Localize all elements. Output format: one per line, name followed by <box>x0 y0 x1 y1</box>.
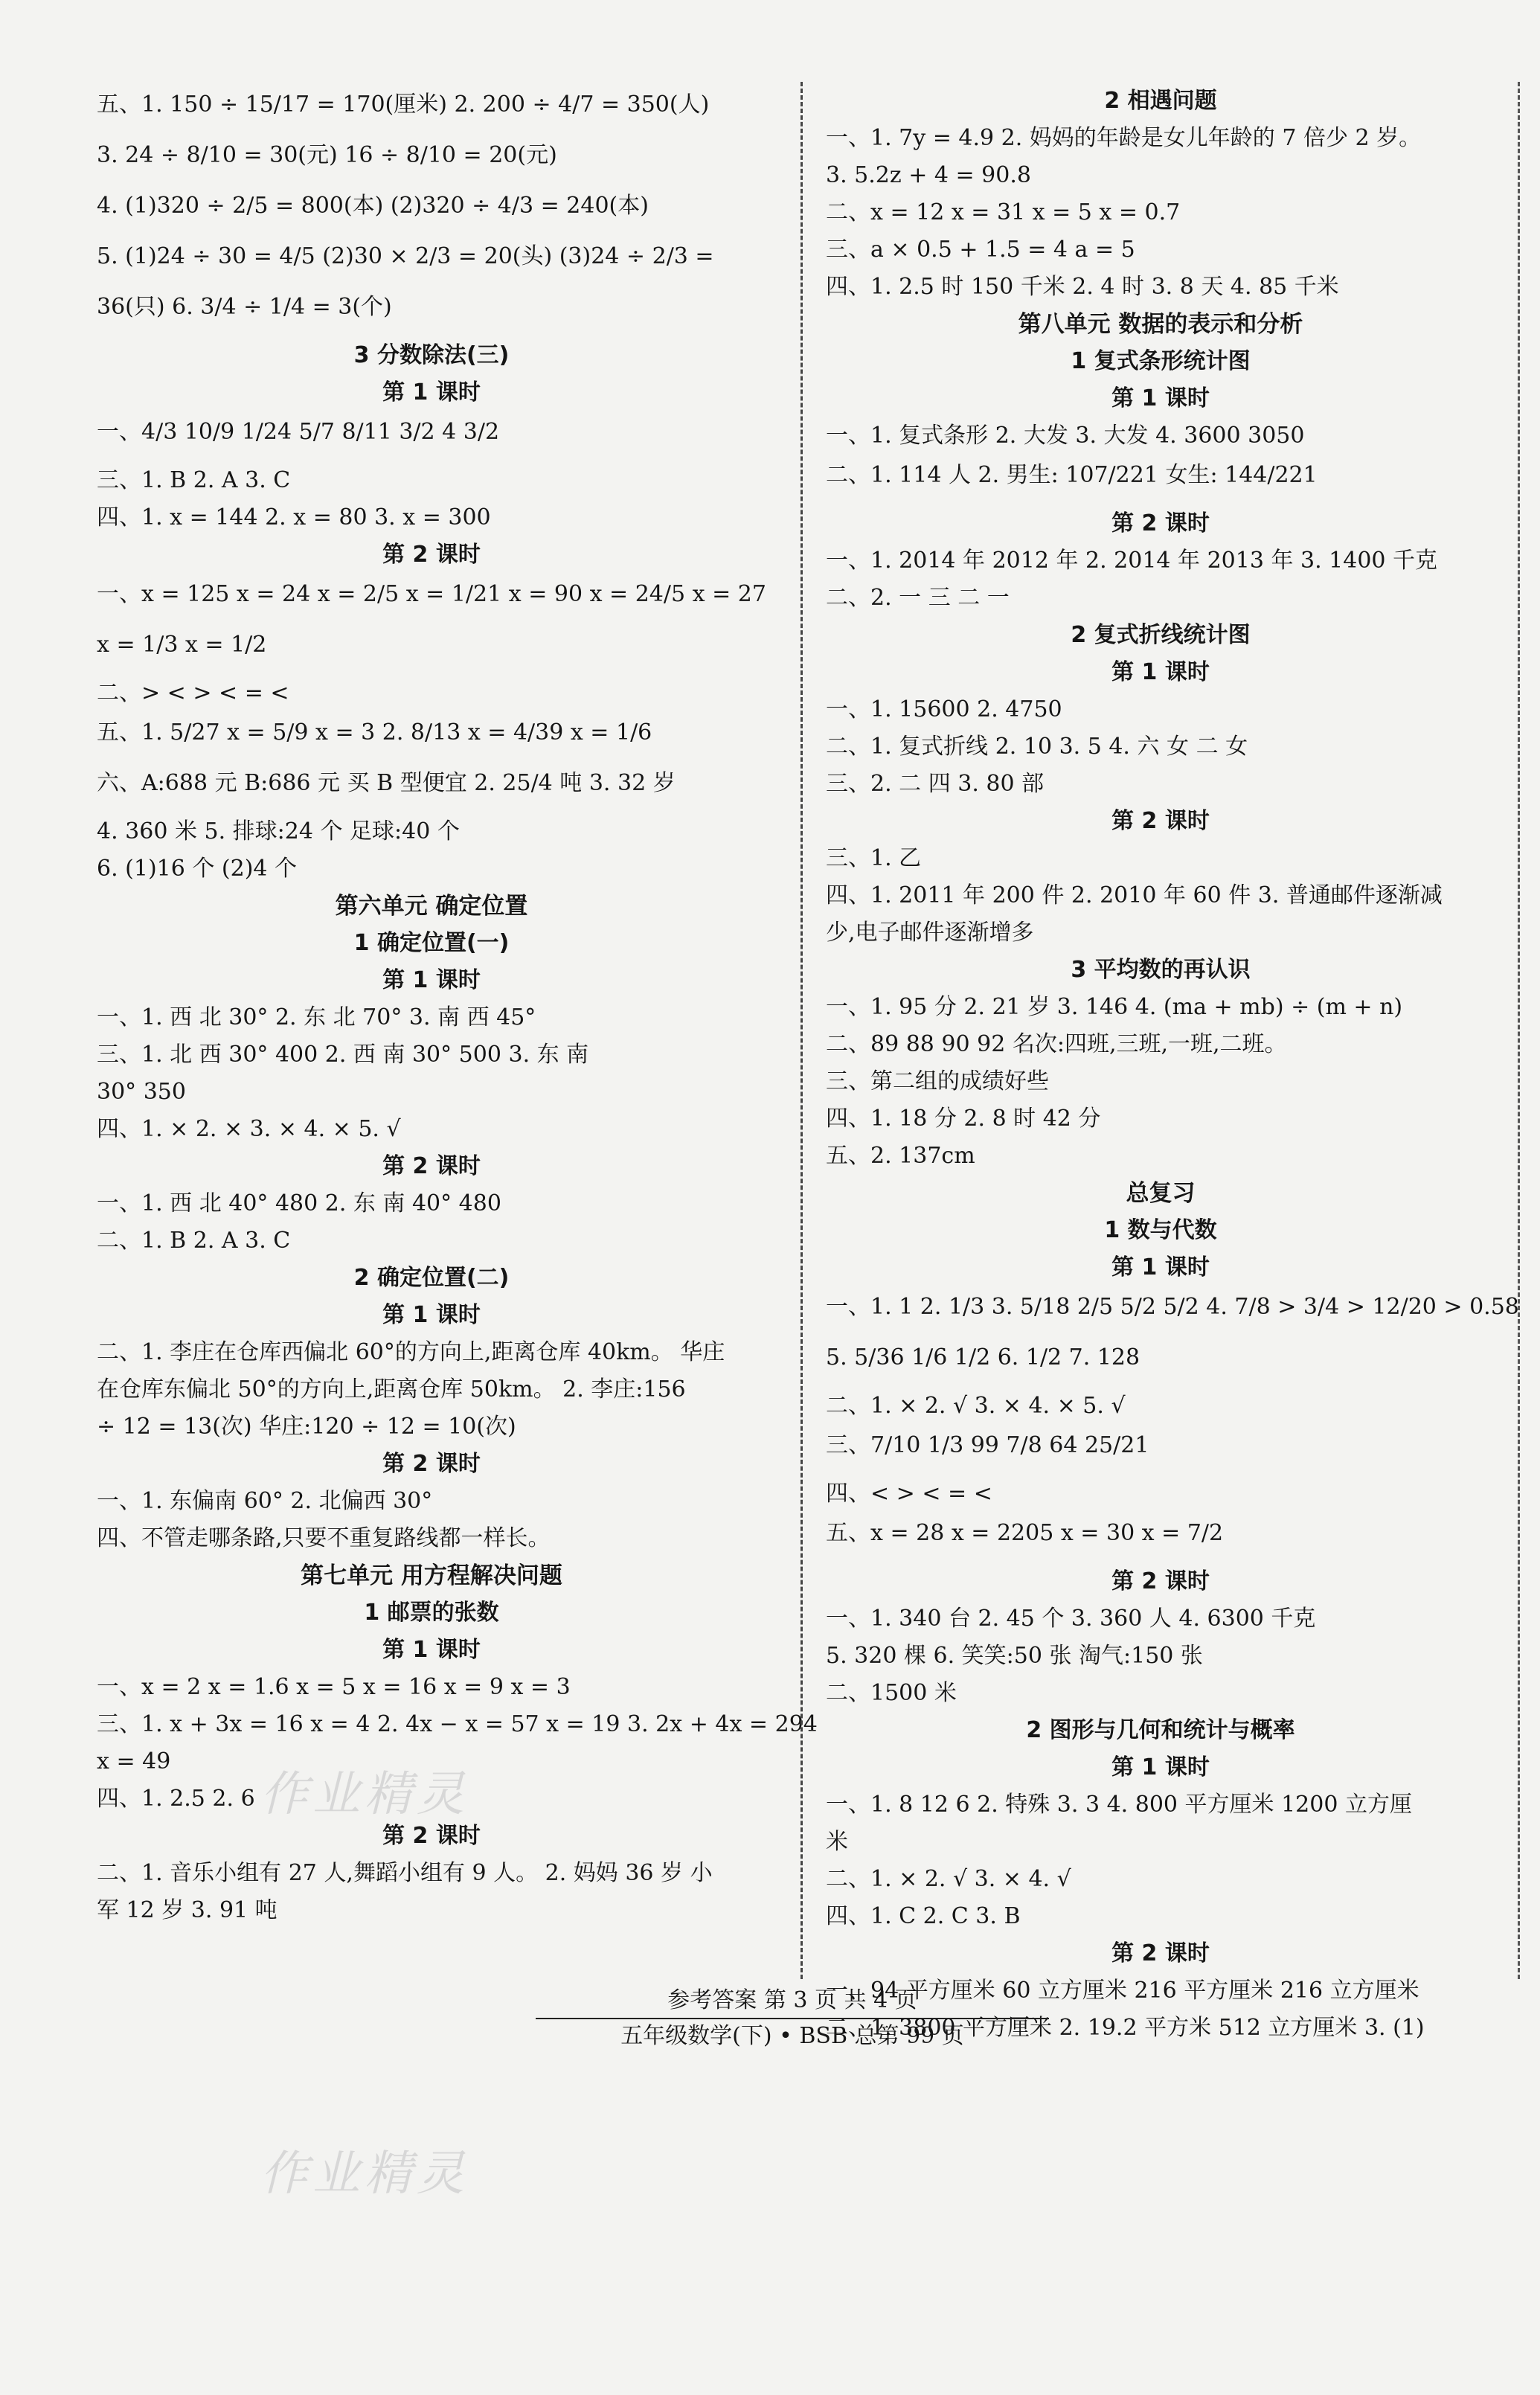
section-heading: 第 1 课时 <box>382 1637 481 1663</box>
section-heading: 第 1 课时 <box>1111 1754 1210 1780</box>
answer-line: 二、1. 114 人 2. 男生: 107/221 女生: 144/221 <box>826 462 1318 488</box>
answer-line: 5. (1)24 ÷ 30 = 4/5 (2)30 × 2/3 = 20(头) (3)24 ÷ 2/3 = <box>97 243 714 269</box>
answer-line: 一、4/3 10/9 1/24 5/7 8/11 3/2 4 3/2 <box>97 419 500 445</box>
answer-line: 一、94 平方厘米 60 立方厘米 216 平方厘米 216 立方厘米 <box>826 1978 1419 2004</box>
answer-line: 五、1. 150 ÷ 15/17 = 170(厘米) 2. 200 ÷ 4/7 = 350(人) <box>97 92 710 118</box>
section-heading: 1 复式条形统计图 <box>1071 348 1251 374</box>
answer-line: 在仓库东偏北 50°的方向上,距离仓库 50km。 2. 李庄:156 <box>97 1376 686 1402</box>
footer-page-info: 参考答案 第 3 页 共 4 页 <box>536 1985 1049 2019</box>
section-heading: 第 1 课时 <box>382 967 481 993</box>
answer-line: 一、1. 西 北 40° 480 2. 东 南 40° 480 <box>97 1190 501 1216</box>
section-heading: 第 1 课时 <box>1111 659 1210 685</box>
answer-line: 一、x = 125 x = 24 x = 2/5 x = 1/21 x = 90 x = 24/5 x = 27 <box>97 581 766 607</box>
answer-line: 一、1. 西 北 30° 2. 东 北 70° 3. 南 西 45° <box>97 1004 536 1030</box>
answer-line: 四、< > < = < <box>826 1481 992 1507</box>
answer-line: 一、1. 2014 年 2012 年 2. 2014 年 2013 年 3. 1400 千克 <box>826 548 1438 574</box>
answer-line: 四、1. 2011 年 200 件 2. 2010 年 60 件 3. 普通邮件逐渐减 <box>826 882 1443 908</box>
answer-line: 一、1. 复式条形 2. 大发 3. 大发 4. 3600 3050 <box>826 423 1305 449</box>
unit-heading: 第六单元 确定位置 <box>335 893 528 920</box>
section-heading: 第 2 课时 <box>382 542 481 568</box>
answer-line: 四、1. 18 分 2. 8 时 42 分 <box>826 1106 1101 1132</box>
answer-line: 少,电子邮件逐渐增多 <box>826 920 1034 946</box>
answer-line: 3. 24 ÷ 8/10 = 30(元) 16 ÷ 8/10 = 20(元) <box>97 142 557 168</box>
answer-line: 四、1. 2.5 时 150 千米 2. 4 时 3. 8 天 4. 85 千米 <box>826 274 1339 300</box>
answer-line: 4. 360 米 5. 排球:24 个 足球:40 个 <box>97 818 460 844</box>
answer-line: x = 49 <box>97 1748 171 1774</box>
answer-line: 36(只) 6. 3/4 ÷ 1/4 = 3(个) <box>97 294 392 320</box>
watermark: 作业精灵 <box>260 1767 469 1822</box>
answer-line: 四、1. C 2. C 3. B <box>826 1903 1021 1929</box>
section-heading: 第 2 课时 <box>382 1451 481 1477</box>
section-heading: 1 确定位置(一) <box>353 930 510 956</box>
section-heading: 2 图形与几何和统计与概率 <box>1026 1717 1295 1743</box>
answer-line: 二、89 88 90 92 名次:四班,三班,一班,二班。 <box>826 1031 1287 1057</box>
section-heading: 1 数与代数 <box>1104 1217 1217 1243</box>
answer-line: 一、1. 8 12 6 2. 特殊 3. 3 4. 800 平方厘米 1200 立方厘 <box>826 1792 1412 1818</box>
answer-line: 军 12 岁 3. 91 吨 <box>97 1897 277 1923</box>
answer-line: 二、> < > < = < <box>97 680 289 706</box>
answer-line: 一、1. 340 台 2. 45 个 3. 360 人 4. 6300 千克 <box>826 1606 1316 1632</box>
answer-line: 二、1. × 2. √ 3. × 4. √ <box>826 1866 1071 1892</box>
answer-line: 二、1. × 2. √ 3. × 4. × 5. √ <box>826 1393 1126 1419</box>
answer-line: 三、1. 乙 <box>826 845 922 871</box>
answer-line: 一、1. 7y = 4.9 2. 妈妈的年龄是女儿年龄的 7 倍少 2 岁。 <box>826 125 1422 151</box>
answer-line: 三、1. x + 3x = 16 x = 4 2. 4x − x = 57 x = 19 3. 2x + 4x = 294 <box>97 1711 818 1737</box>
answer-line: 二、x = 12 x = 31 x = 5 x = 0.7 <box>826 199 1181 225</box>
section-heading: 第 1 课时 <box>382 379 481 405</box>
edge-divider <box>1518 82 1520 1979</box>
answer-line: 二、1. B 2. A 3. C <box>97 1228 291 1254</box>
answer-line: 5. 5/36 1/6 1/2 6. 1/2 7. 128 <box>826 1344 1140 1370</box>
answer-line: 五、x = 28 x = 2205 x = 30 x = 7/2 <box>826 1520 1224 1546</box>
unit-heading: 总复习 <box>1126 1180 1196 1207</box>
section-heading: 第 1 课时 <box>382 1302 481 1328</box>
section-heading: 2 确定位置(二) <box>353 1265 510 1291</box>
answer-line: 二、2. 一 三 二 一 <box>826 585 1010 611</box>
answer-line: 三、1. 北 西 30° 400 2. 西 南 30° 500 3. 东 南 <box>97 1042 589 1068</box>
section-heading: 第 1 课时 <box>1111 1254 1210 1280</box>
answer-line: 四、1. x = 144 2. x = 80 3. x = 300 <box>97 504 491 530</box>
column-divider <box>801 82 803 1979</box>
section-heading: 3 平均数的再认识 <box>1071 957 1251 983</box>
answer-line: 四、1. × 2. × 3. × 4. × 5. √ <box>97 1116 401 1142</box>
answer-line: 五、1. 5/27 x = 5/9 x = 3 2. 8/13 x = 4/39 x = 1/6 <box>97 719 652 746</box>
answer-line: 三、1. B 2. A 3. C <box>97 467 291 493</box>
answer-line: 一、1. 15600 2. 4750 <box>826 696 1062 722</box>
section-heading: 3 分数除法(三) <box>353 342 510 368</box>
answer-line: 30° 350 <box>97 1079 186 1105</box>
answer-line: 4. (1)320 ÷ 2/5 = 800(本) (2)320 ÷ 4/3 = 240(本) <box>97 193 649 219</box>
section-heading: 第 2 课时 <box>382 1823 481 1849</box>
answer-line: 二、1. 音乐小组有 27 人,舞蹈小组有 9 人。 2. 妈妈 36 岁 小 <box>97 1860 713 1886</box>
answer-line: 6. (1)16 个 (2)4 个 <box>97 856 298 882</box>
answer-line: 二、1. 李庄在仓库西偏北 60°的方向上,距离仓库 40km。 华庄 <box>97 1339 725 1365</box>
right-column <box>826 82 1519 2049</box>
footer-book-info: 五年级数学(下) • BSB 总第 99 页 <box>620 2023 964 2049</box>
section-heading: 第 2 课时 <box>1111 1940 1210 1966</box>
answer-line: 一、1. 东偏南 60° 2. 北偏西 30° <box>97 1488 433 1514</box>
answer-line: 一、1. 95 分 2. 21 岁 3. 146 4. (ma + mb) ÷ (m + n) <box>826 994 1403 1020</box>
answer-line: 一、x = 2 x = 1.6 x = 5 x = 16 x = 9 x = 3 <box>97 1674 571 1700</box>
section-heading: 2 复式折线统计图 <box>1071 622 1251 648</box>
answer-line: 三、a × 0.5 + 1.5 = 4 a = 5 <box>826 237 1135 263</box>
section-heading: 第 2 课时 <box>1111 1568 1210 1594</box>
unit-heading: 第八单元 数据的表示和分析 <box>1018 311 1303 338</box>
left-column <box>97 82 818 1931</box>
answer-line: 五、2. 137cm <box>826 1143 975 1169</box>
answer-line: x = 1/3 x = 1/2 <box>97 632 267 658</box>
answer-line: 六、A:688 元 B:686 元 买 B 型便宜 2. 25/4 吨 3. 32 岁 <box>97 770 676 796</box>
answer-line: 5. 320 棵 6. 笑笑:50 张 淘气:150 张 <box>826 1643 1203 1669</box>
section-heading: 第 1 课时 <box>1111 385 1210 411</box>
section-heading: 第 2 课时 <box>382 1153 481 1179</box>
answer-line: ÷ 12 = 13(次) 华庄:120 ÷ 12 = 10(次) <box>97 1414 516 1440</box>
answer-line: 三、2. 二 四 3. 80 部 <box>826 771 1045 797</box>
answer-line: 米 <box>826 1829 848 1855</box>
answer-line: 二、1. 3800 平方厘米 2. 19.2 平方米 512 立方厘米 3. (1) <box>826 2015 1425 2041</box>
answer-line: 二、1500 米 <box>826 1680 957 1706</box>
answer-line: 三、7/10 1/3 99 7/8 64 25/21 <box>826 1432 1149 1458</box>
unit-heading: 第七单元 用方程解决问题 <box>301 1562 562 1589</box>
answer-line: 四、1. 2.5 2. 6 <box>97 1786 255 1812</box>
section-heading: 1 邮票的张数 <box>364 1600 499 1626</box>
answer-line: 三、第二组的成绩好些 <box>826 1068 1049 1094</box>
answer-line: 一、1. 1 2. 1/3 3. 5/18 2/5 5/2 5/2 4. 7/8 > 3/4 > 12/20 > 0.58 <box>826 1294 1519 1320</box>
watermark: 作业精灵 <box>260 2146 469 2202</box>
section-heading: 第 2 课时 <box>1111 808 1210 834</box>
answer-line: 二、1. 复式折线 2. 10 3. 5 4. 六 女 二 女 <box>826 734 1248 760</box>
answer-line: 3. 5.2z + 4 = 90.8 <box>826 162 1031 188</box>
answer-line: 四、不管走哪条路,只要不重复路线都一样长。 <box>97 1525 551 1551</box>
section-heading: 2 相遇问题 <box>1104 88 1217 114</box>
section-heading: 第 2 课时 <box>1111 510 1210 536</box>
